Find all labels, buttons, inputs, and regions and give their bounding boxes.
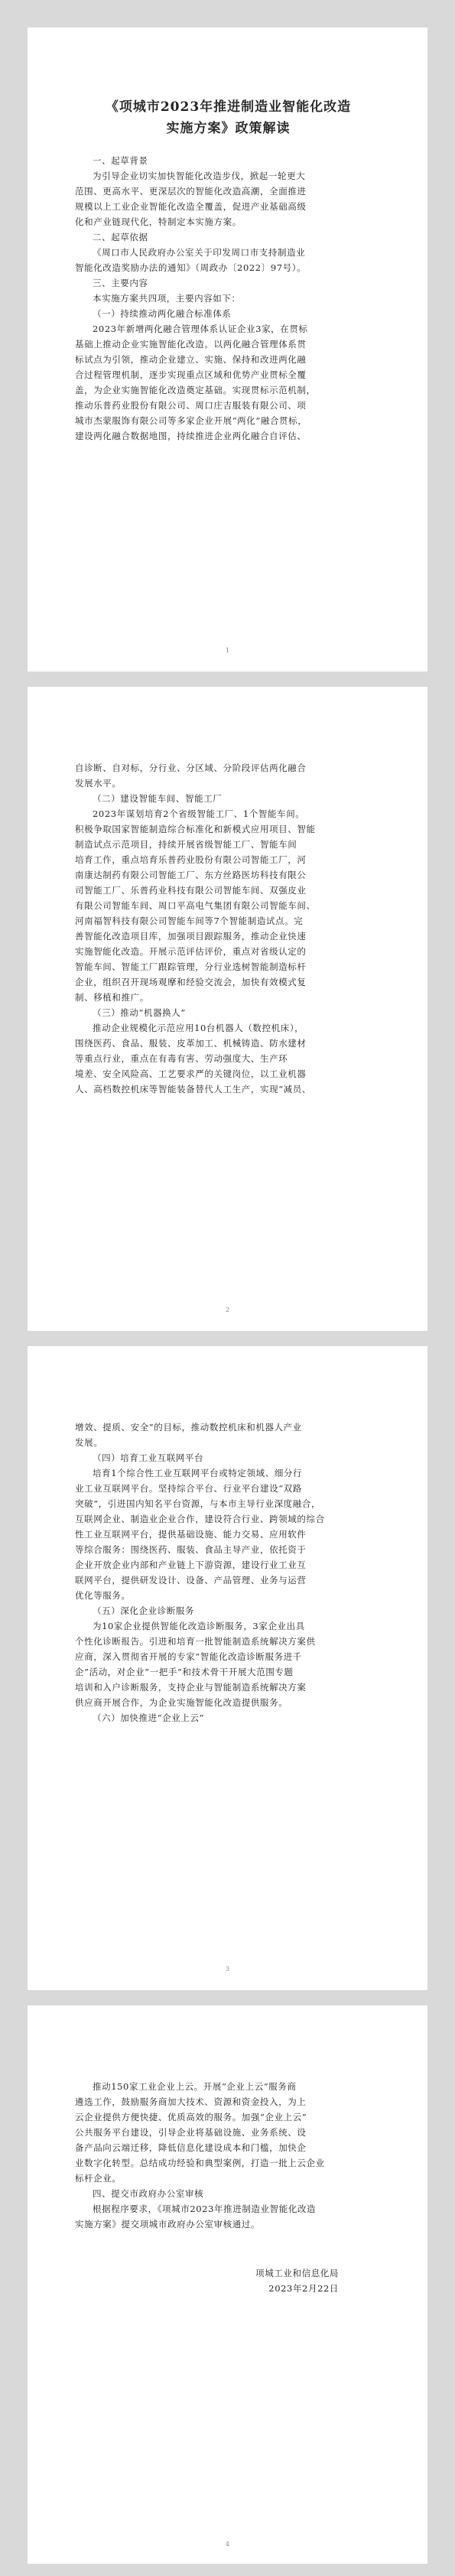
text-line: 供应商开展合作，为企业实施智能化改造提供服务。 xyxy=(75,1697,288,1708)
text-line: 推动150家工业企业上云。开展“企业上云”服务商 xyxy=(93,2081,297,2092)
text-line: 围绕医药、食品、服装、皮革加工、机械铸造、防水建材 xyxy=(75,1038,307,1049)
document-page-4 xyxy=(28,2005,427,2564)
text-line: 司智能工厂、乐普药业科技有限公司智能车间、双强皮业 xyxy=(75,885,307,896)
text-line: （五）深化企业诊断服务 xyxy=(93,1605,195,1616)
text-line: 实施方案》提交项城市政府办公室审核通过。 xyxy=(75,2219,260,2230)
text-line: 制造试点示范项目，持续开展省级智能工厂、智能车间 xyxy=(75,839,297,850)
text-line: （二）建设智能车间、智能工厂 xyxy=(93,793,223,804)
text-line: 性工业互联网平台，提供基础设施、能力交易、应用软件 xyxy=(75,1529,307,1540)
text-line: 云企业提供方便快捷、优质高效的服务。加强“企业上云” xyxy=(75,2112,307,2122)
text-line: 合过程管理机制，逐步实现重点区域和优势产业贯标全覆 xyxy=(75,369,307,380)
text-line: 2023年新增两化融合管理体系认证企业3家，在贯标 xyxy=(93,324,308,334)
document-page-1 xyxy=(28,28,427,672)
text-line: 企”活动，对企业“一把手”和技术骨干开展大范围专题 xyxy=(75,1667,294,1677)
text-line: 二、起草依据 xyxy=(93,232,148,242)
text-line: 业数字化转型。总结成功经验和典型案例，打造一批上云企业 xyxy=(75,2158,325,2168)
text-line: 优化等服务。 xyxy=(75,1590,131,1601)
text-line: 三、主要内容 xyxy=(93,278,148,288)
text-line: 应商，深入贯彻省开展的专家“智能化改造诊断服务进千 xyxy=(75,1651,302,1662)
text-line: 四、提交市政府办公室审核 xyxy=(93,2188,204,2199)
text-line: 培育1个综合性工业互联网平台或特定领域、细分行 xyxy=(93,1468,303,1478)
text-line: 推动乐普药业股份有限公司、周口庄吉服装有限公司、项 xyxy=(75,400,307,411)
text-line: 突破”，引进国内知名平台资源，与本市主导行业深度融合， xyxy=(75,1498,321,1509)
page-number: 1 xyxy=(225,647,230,654)
text-line: （一）持续推动两化融合标准体系 xyxy=(93,308,232,319)
text-line: 善智能化改造项目库，加强项目跟踪服务，推动企业快速 xyxy=(75,931,307,942)
text-line: 制、移植和推广。 xyxy=(75,992,149,1003)
text-line: 联网平台，提供研发设计、设备、产品管理、业务与运营 xyxy=(75,1575,307,1586)
text-line: 为引导企业切实加快智能化改造步伐，掀起一轮更大 xyxy=(93,171,306,181)
text-line: 等综合服务：围绕医药、服装、食品主导产业，依托资于 xyxy=(75,1544,307,1555)
text-line: 盖，为企业实施智能化改造奠定基础。实现贯标示范机制， xyxy=(75,385,316,395)
page-2-content xyxy=(75,760,382,1097)
text-line: 城市杰蒙服饰有限公司等多家企业开展“两化”融合贯标， xyxy=(75,415,307,426)
text-line: 规模以上工业企业智能化改造全覆盖，促进产业基础高级 xyxy=(75,201,307,212)
signature-date: 2023年2月22日 xyxy=(268,2283,339,2294)
text-line: 推动企业规模化示范应用10台机器人（数控机床）， xyxy=(93,1023,304,1033)
document-title: 《项城市2023年推进制造业智能化改造 xyxy=(105,99,352,115)
text-line: 互联网企业、制造业企业合作，建设符合行业、跨领域的综合 xyxy=(75,1514,325,1524)
text-line: 自诊断、自对标，分行业、分区域、分阶段评估两化融合 xyxy=(75,763,307,773)
text-line: 2023年谋划培育2个省级智能工厂、1个智能车间。 xyxy=(93,808,305,819)
text-line: （六）加快推进“企业上云” xyxy=(93,1712,205,1723)
signature-organization: 项城工业和信息化局 xyxy=(255,2268,339,2278)
text-line: 智能化改造奖励办法的通知》（周政办〔2022〕97号）。 xyxy=(75,262,307,273)
page-number: 3 xyxy=(225,1966,230,1973)
text-line: 增效、提质、安全”的目标，推动数控机床和机器人产业 xyxy=(75,1422,302,1433)
text-line: 企业，组织召开现场观摩和经验交流会，加快有效模式复 xyxy=(75,977,307,987)
text-line: 积极争取国家智能制造综合标准化和新模式应用项目、智能 xyxy=(75,824,316,834)
document-page-2 xyxy=(28,687,427,1331)
text-line: （四）培育工业互联网平台 xyxy=(93,1452,204,1463)
page-4-content xyxy=(75,2079,382,2296)
text-line: 业工业互联网平台。坚持综合平台、行业平台建设“双路 xyxy=(75,1483,302,1494)
text-line: 化和产业链现代化，特制定本实施方案。 xyxy=(75,216,242,227)
text-line: 有限公司智能车间、周口平高电气集团有限公司智能车间、 xyxy=(75,900,316,911)
text-line: 建设两化融合数据地图，持续推进企业两化融合自评估、 xyxy=(75,431,307,441)
text-line: 人、高档数控机床等智能装备替代人工生产，实现“减员、 xyxy=(75,1084,311,1094)
text-line: 南康达制药有限公司智能工厂、东方丝路医坊科技有限公 xyxy=(75,870,307,880)
text-line: 遴选工作，鼓励服务商加大技术、资源和资金投入，为上 xyxy=(75,2096,307,2107)
text-line: 为10家企业提供智能化改造诊断服务，3家企业出具 xyxy=(93,1621,305,1631)
text-line: 标试点为引领，推动企业建立、实施、保持和改进两化融 xyxy=(75,354,307,365)
text-line: 基础上推动企业实施智能化改造。以两化融合管理体系贯 xyxy=(75,339,307,350)
text-line: 发展。 xyxy=(75,1437,103,1448)
document-title: 实施方案》政策解读 xyxy=(166,121,291,136)
text-line: 标杆企业。 xyxy=(75,2173,122,2184)
text-line: 根据程序要求，《项城市2023年推进制造业智能化改造 xyxy=(93,2204,317,2214)
text-line: 培训和入户诊断服务，支持企业与智能制造系统解决方案 xyxy=(75,1682,307,1693)
text-line: 《周口市人民政府办公室关于印发周口市支持制造业 xyxy=(93,247,306,258)
text-line: 范围、更高水平、更深层次的智能化改造高潮，全面推进 xyxy=(75,186,307,197)
text-line: 本实施方案共四项，主要内容如下： xyxy=(93,293,241,304)
text-line: （三）推动“机器换人” xyxy=(93,1007,186,1018)
text-line: 企业开放企业内部和产业链上下游资源，建设行业工业互 xyxy=(75,1560,307,1570)
text-line: 河南福智科技有限公司智能车间等7个智能制造试点。完 xyxy=(75,916,304,926)
text-line: 培育工作，重点培育乐普药业股份有限公司智能工厂，河 xyxy=(75,854,307,865)
page-3-content xyxy=(75,1420,382,1725)
text-line: 智能车间、智能工厂跟踪管理，分行业选树智能制造标杆 xyxy=(75,961,307,972)
document-page-3 xyxy=(28,1346,427,1990)
page-number: 4 xyxy=(225,2541,230,2548)
text-line: 境差、安全风险高、工艺要求严的关键岗位，以工业机器 xyxy=(75,1068,307,1079)
page-1-content xyxy=(75,96,382,444)
page-number: 2 xyxy=(225,1306,230,1313)
text-line: 发展水平。 xyxy=(75,778,122,789)
text-line: 公共服务平台建设，引导企业将基础设施、业务系统、设 xyxy=(75,2127,307,2138)
text-line: 等重点行业，重点在有毒有害、劳动强度大、生产环 xyxy=(75,1053,288,1064)
text-line: 备产品向云端迁移，降低信息化建设成本和门槛，加快企 xyxy=(75,2142,307,2153)
text-line: 实施智能化改造。开展示范评估评价，重点对省级认定的 xyxy=(75,946,307,957)
text-line: 一、起草背景 xyxy=(93,155,148,166)
text-line: 个性化诊断报告。引进和培育一批智能制造系统解决方案供 xyxy=(75,1636,316,1647)
